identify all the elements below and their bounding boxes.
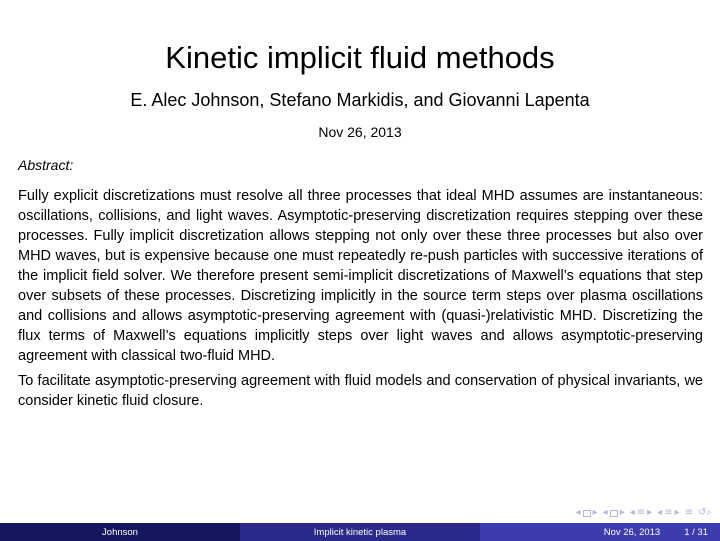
nav-subsection-icon — [610, 510, 618, 517]
nav-subsection-list-next-icon[interactable]: ▸ — [674, 507, 680, 518]
slide-date: Nov 26, 2013 — [318, 124, 402, 140]
abstract-body — [18, 186, 703, 416]
nav-frame-next-icon[interactable]: ▸ — [592, 507, 598, 518]
nav-subsection-next-icon[interactable]: ▸ — [619, 507, 625, 518]
nav-subsection-prev-icon[interactable]: ◂ — [602, 507, 608, 518]
nav-align-icon[interactable]: ≡ — [684, 507, 694, 518]
nav-subsection-list-icon: ≡ — [664, 507, 673, 518]
abstract-paragraph-2: To facilitate asymptotic-preserving agreement with fluid models and conservation of physical invariants, we consider kinetic fluid closure. — [18, 373, 703, 409]
nav-search-icon[interactable]: ↺⌕ — [698, 507, 712, 518]
nav-section-next-icon[interactable]: ▸ — [647, 507, 653, 518]
footer-date: Nov 26, 2013 — [603, 526, 661, 538]
nav-frame-prev-icon[interactable]: ◂ — [575, 507, 581, 518]
nav-section-icon: ≡ — [636, 507, 646, 518]
abstract-paragraph-1: Fully explicit discretizations must resolve all three processes that ideal MHD assumes are instantaneous: oscillations, collisions, and light waves. Asymptotic-preserving discretization requires stepping over these processes. Fully implicit discretization allows stepping not only over these three processes but also over MHD waves, but is expensive because one must repeatedly re-push particles with successive iterations of the implicit field solver. We therefore present semi-implicit discretizations of Maxwell’s equations that step over subsets of these processes. Discretizing implicitly in the source term steps over plasma oscillations and collisions and allows asymptotic-preserving agreement with (quasi-)relativistic MHD. Discretizing the flux terms of Maxwell’s equations implicitly steps over light waves and allows asymptotic-preserving agreement with classical two-fluid MHD. — [18, 188, 703, 364]
footer-author: Johnson — [0, 523, 240, 541]
nav-section-prev-icon[interactable]: ◂ — [629, 507, 635, 518]
nav-frame-icon — [583, 510, 591, 517]
footer-title: Implicit kinetic plasma — [240, 523, 480, 541]
slide-footer — [0, 523, 720, 541]
abstract-label: Abstract: — [18, 157, 74, 173]
beamer-navigation-bar — [576, 505, 712, 521]
slide-authors: E. Alec Johnson, Stefano Markidis, and Giovanni Lapenta — [130, 90, 590, 110]
footer-right — [480, 523, 720, 541]
slide-title: Kinetic implicit fluid methods — [165, 40, 555, 75]
nav-subsection-list-prev-icon[interactable]: ◂ — [657, 507, 663, 518]
footer-page-number: 1 / 31 — [684, 526, 708, 538]
